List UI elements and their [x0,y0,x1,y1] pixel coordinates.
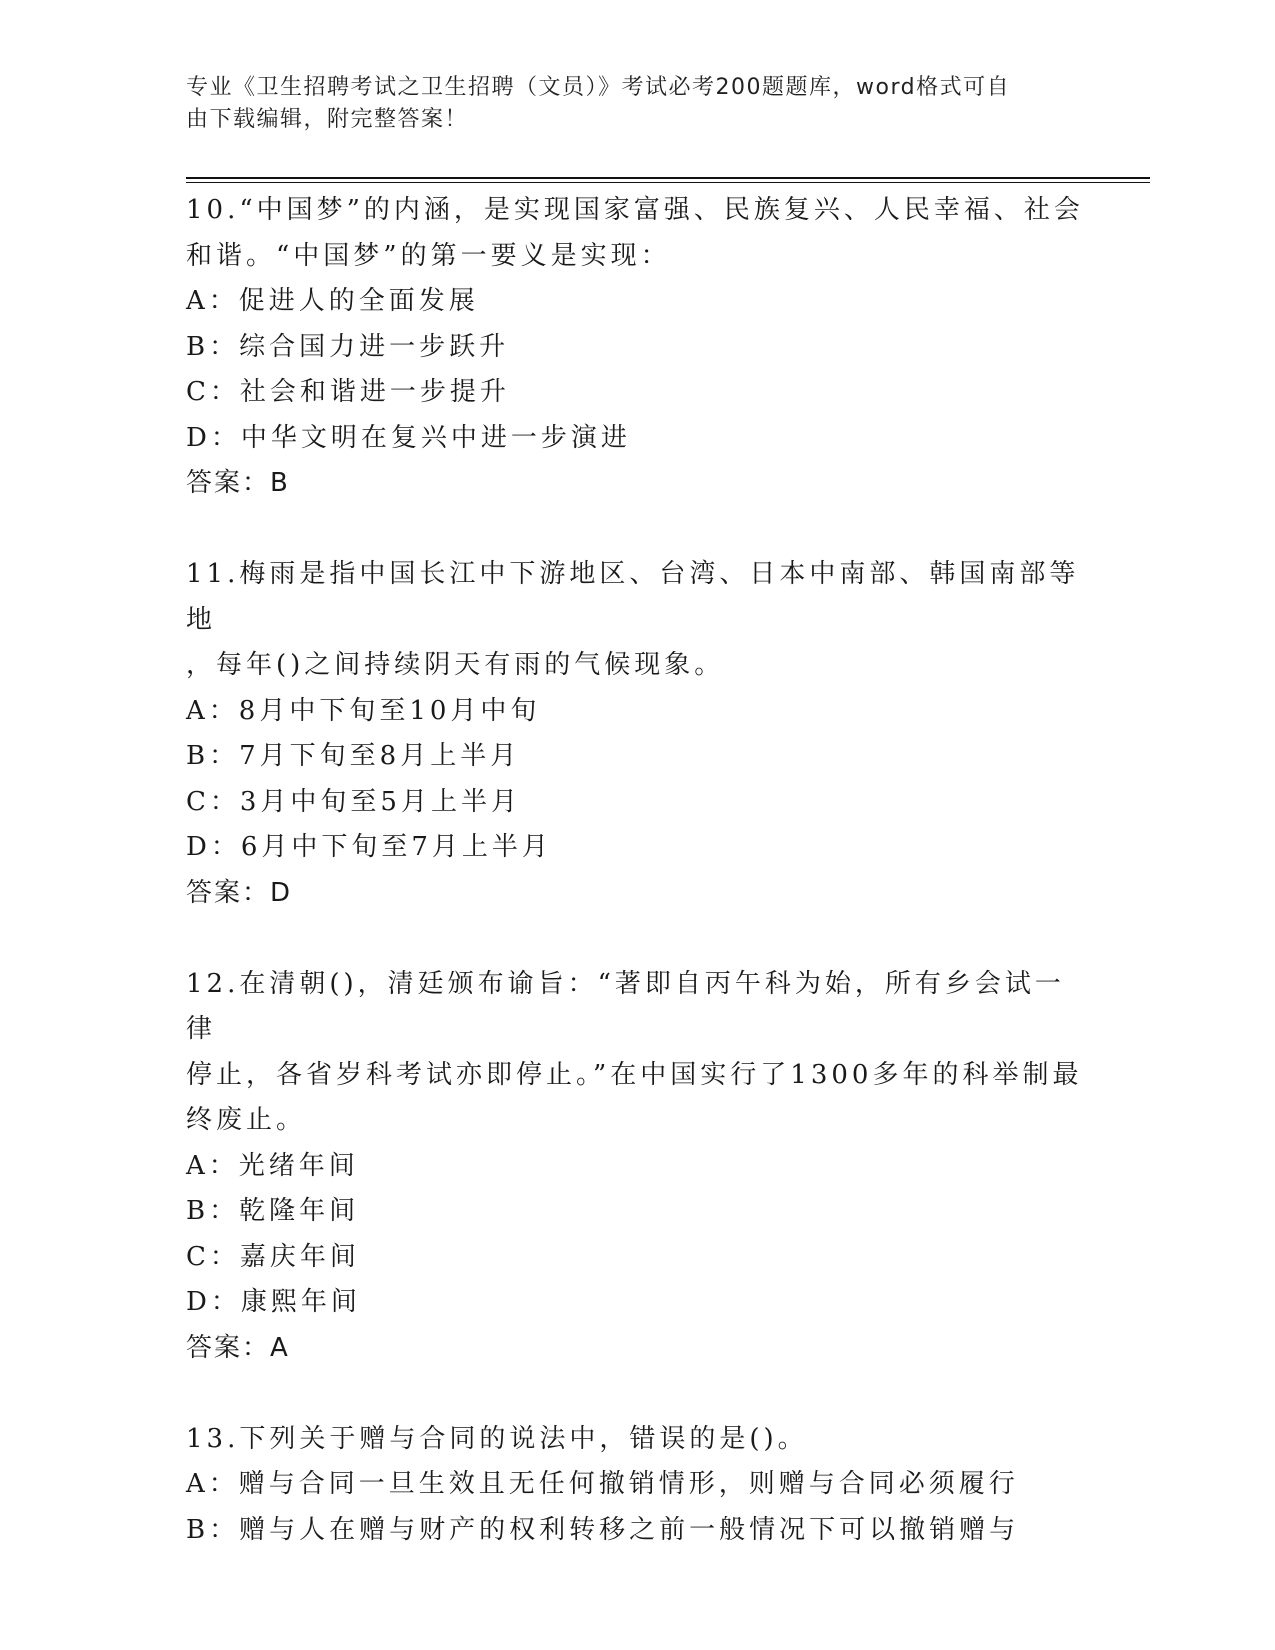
question-text-line: 12.在清朝()，清廷颁布谕旨：“著即自丙午科为始，所有乡会试一律 [186,968,1065,1044]
question-item [186,188,1086,507]
option-c: C：嘉庆年间 [186,1241,360,1272]
option-a: A：8月中下旬至10月中旬 [186,695,541,726]
question-text-line: ，每年()之间持续阴天有雨的气候现象。 [186,650,725,680]
question-text-line: 停止，各省岁科考试亦即停止。”在中国实行了1300多年的科举制最 [186,1059,1083,1090]
option-a: A：光绪年间 [186,1150,359,1181]
option-c: C：3月中旬至5月上半月 [186,786,521,817]
question-text-line: 13.下列关于赠与合同的说法中，错误的是()。 [186,1423,808,1454]
header-line-2: 由下载编辑，附完整答案！ [186,107,469,132]
question-item [186,962,1086,1372]
option-a: A：赠与合同一旦生效且无任何撤销情形，则赠与合同必须履行 [186,1469,1019,1499]
option-b: B：综合国力进一步跃升 [186,331,510,362]
option-b: B：7月下旬至8月上半月 [186,741,521,771]
header-line-1: 专业《卫生招聘考试之卫生招聘（文员）》考试必考200题题库，word格式可自 [186,75,1011,100]
question-item [186,552,1086,916]
option-d: D：康熙年间 [186,1287,361,1317]
option-d: D：6月中下旬至7月上半月 [186,832,552,862]
option-b: B：乾隆年间 [186,1196,360,1226]
option-b: B：赠与人在赠与财产的权利转移之前一般情况下可以撤销赠与 [186,1514,1020,1545]
answer-line: 答案：B [186,468,290,498]
question-text-line: 和谐。“中国梦”的第一要义是实现： [186,240,671,271]
header-divider-thin [186,182,1150,183]
question-item [186,1417,1086,1554]
question-text-line: 11.梅雨是指中国长江中下游地区、台湾、日本中南部、韩国南部等地 [186,559,1080,635]
answer-line: 答案：A [186,1332,290,1363]
header-divider [186,177,1150,179]
answer-line: 答案：D [186,877,293,908]
question-text-line: 终废止。 [186,1105,307,1135]
document-header [186,72,1086,136]
question-text-line: 10.“中国梦”的内涵，是实现国家富强、民族复兴、人民幸福、社会 [186,195,1084,225]
option-d: D：中华文明在复兴中进一步演进 [186,422,631,453]
question-list [186,188,1086,1599]
option-a: A：促进人的全面发展 [186,286,479,316]
option-c: C：社会和谐进一步提升 [186,377,510,407]
